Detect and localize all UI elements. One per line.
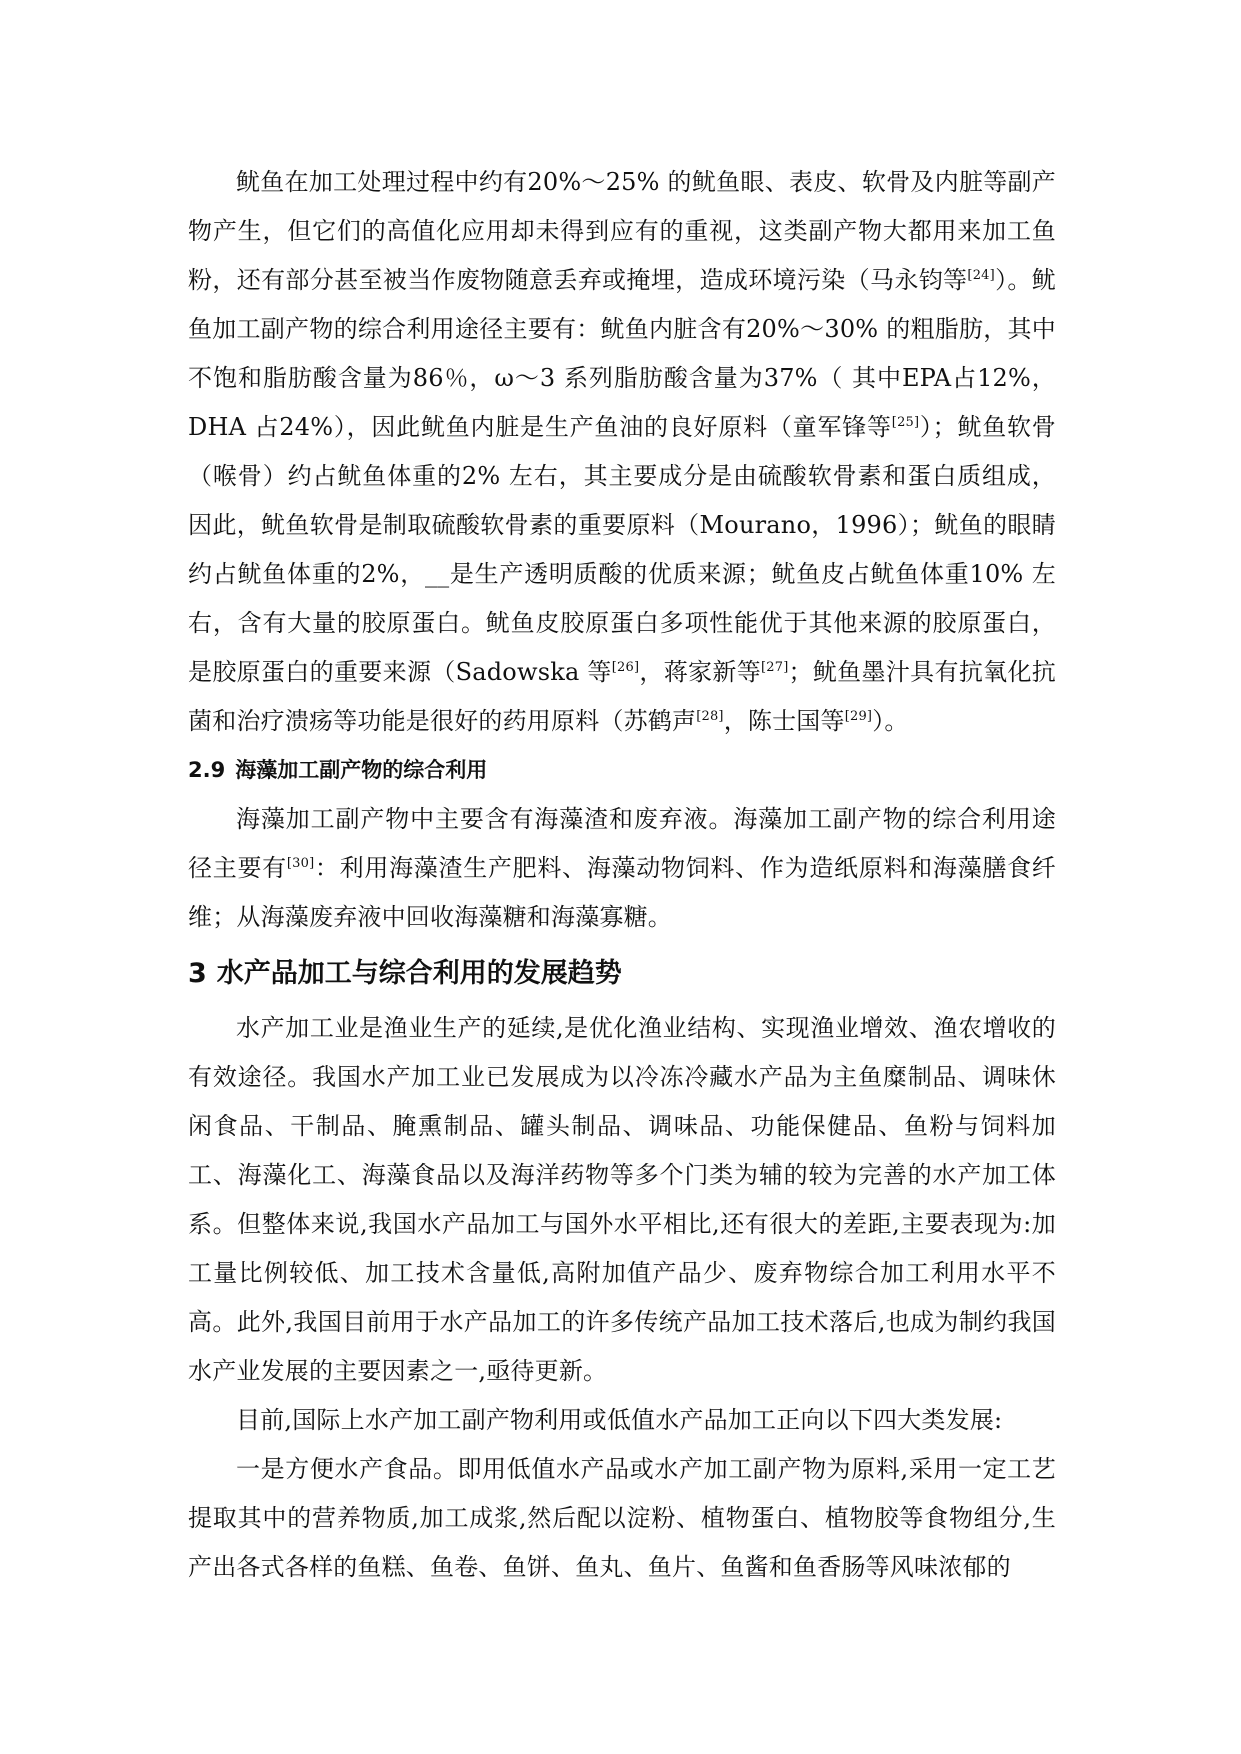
seaweed-byproducts-paragraph (188, 795, 1056, 942)
text-run: ；鱿鱼墨汁具有抗氧化抗菌和治疗溃疡等功能是很好的药用原料（苏鹤声 (188, 658, 1057, 735)
text-run: ）；鱿鱼软骨（喉骨）约占鱿鱼体重的2% 左右，其主要成分是由硫酸软骨素和蛋白质组成，因此，鱿鱼软骨是制取硫酸软骨素的重要原料（Mourano，1996）；鱿鱼的眼睛约占鱿鱼体重的2%，__是生产透明质酸的优质来源；鱿鱼皮占鱿鱼体重10% 左右，含有大量的胶原蛋白。鱿鱼皮胶原蛋白多项性能优于其他来源的胶原蛋白，是胶原蛋白的重要来源（Sadowska 等 (188, 413, 1056, 686)
citation: [25] (891, 415, 920, 430)
section-number: 2.9 (188, 758, 226, 782)
section-3-heading (188, 948, 1056, 1000)
citation: [30] (286, 856, 315, 871)
text-run: ：利用海藻渣生产肥料、海藻动物饲料、作为造纸原料和海藻膳食纤维；从海藻废弃液中回收海藻糖和海藻寡糖。 (188, 854, 1056, 931)
text-run: ，陈士国等 (723, 707, 845, 735)
citation: [28] (696, 709, 724, 724)
text-run: ）。 (872, 707, 909, 735)
section-2-9-heading (188, 746, 1056, 795)
section-title: 水产品加工与综合利用的发展趋势 (216, 958, 622, 989)
citation: [26] (611, 660, 640, 675)
section-number: 3 (188, 958, 207, 989)
text-run: 鱿鱼在加工处理过程中约有20%～25% 的鱿鱼眼、表皮、软骨及内脏等副产物产生，但它们的高值化应用却未得到应有的重视，这类副产物大都用来加工鱼粉，还有部分甚至被当作废物随意丢弃或掩埋，造成环境污染（马永钧等 (188, 168, 1056, 294)
trends-intro-paragraph: 目前,国际上水产加工副产物利用或低值水产品加工正向以下四大类发展: (236, 1406, 1003, 1434)
text-run: ）。鱿鱼加工副产物的综合利用途径主要有：鱿鱼内脏含有20%～30% 的粗脂肪，其中不饱和脂肪酸含量为86％，ω～3 系列脂肪酸含量为37%（ 其中EPA占12%，DHA 占24%），因此鱿鱼内脏是生产鱼油的良好原料（童军锋等 (188, 266, 1056, 441)
convenience-food-paragraph: 一是方便水产食品。即用低值水产品或水产加工副产物为原料,采用一定工艺提取其中的营养物质,加工成浆,然后配以淀粉、植物蛋白、植物胶等食物组分,生产出各式各样的鱼糕、鱼卷、鱼饼、鱼丸、鱼片、鱼酱和鱼香肠等风味浓郁的 (188, 1455, 1056, 1581)
section-title: 海藻加工副产物的综合利用 (235, 758, 488, 782)
citation: [27] (761, 660, 789, 675)
industry-overview-paragraph: 水产加工业是渔业生产的延续,是优化渔业结构、实现渔业增效、渔农增收的有效途径。我国水产加工业已发展成为以冷冻冷藏水产品为主鱼糜制品、调味休闲食品、干制品、腌熏制品、罐头制品、调味品、功能保健品、鱼粉与饲料加工、海藻化工、海藻食品以及海洋药物等多个门类为辅的较为完善的水产加工体系。但整体来说,我国水产品加工与国外水平相比,还有很大的差距,主要表现为:加工量比例较低、加工技术含量低,高附加值产品少、废弃物综合加工利用水平不高。此外,我国目前用于水产品加工的许多传统产品加工技术落后,也成为制约我国水产业发展的主要因素之一,亟待更新。 (188, 1014, 1056, 1385)
squid-byproducts-paragraph (188, 158, 1056, 746)
citation: [24] (967, 268, 995, 283)
document-page (188, 158, 1056, 1592)
text-run: ，蒋家新等 (639, 658, 762, 686)
citation: [29] (844, 709, 873, 724)
text-run: 海藻加工副产物中主要含有海藻渣和废弃液。海藻加工副产物的综合利用途径主要有 (188, 805, 1056, 882)
